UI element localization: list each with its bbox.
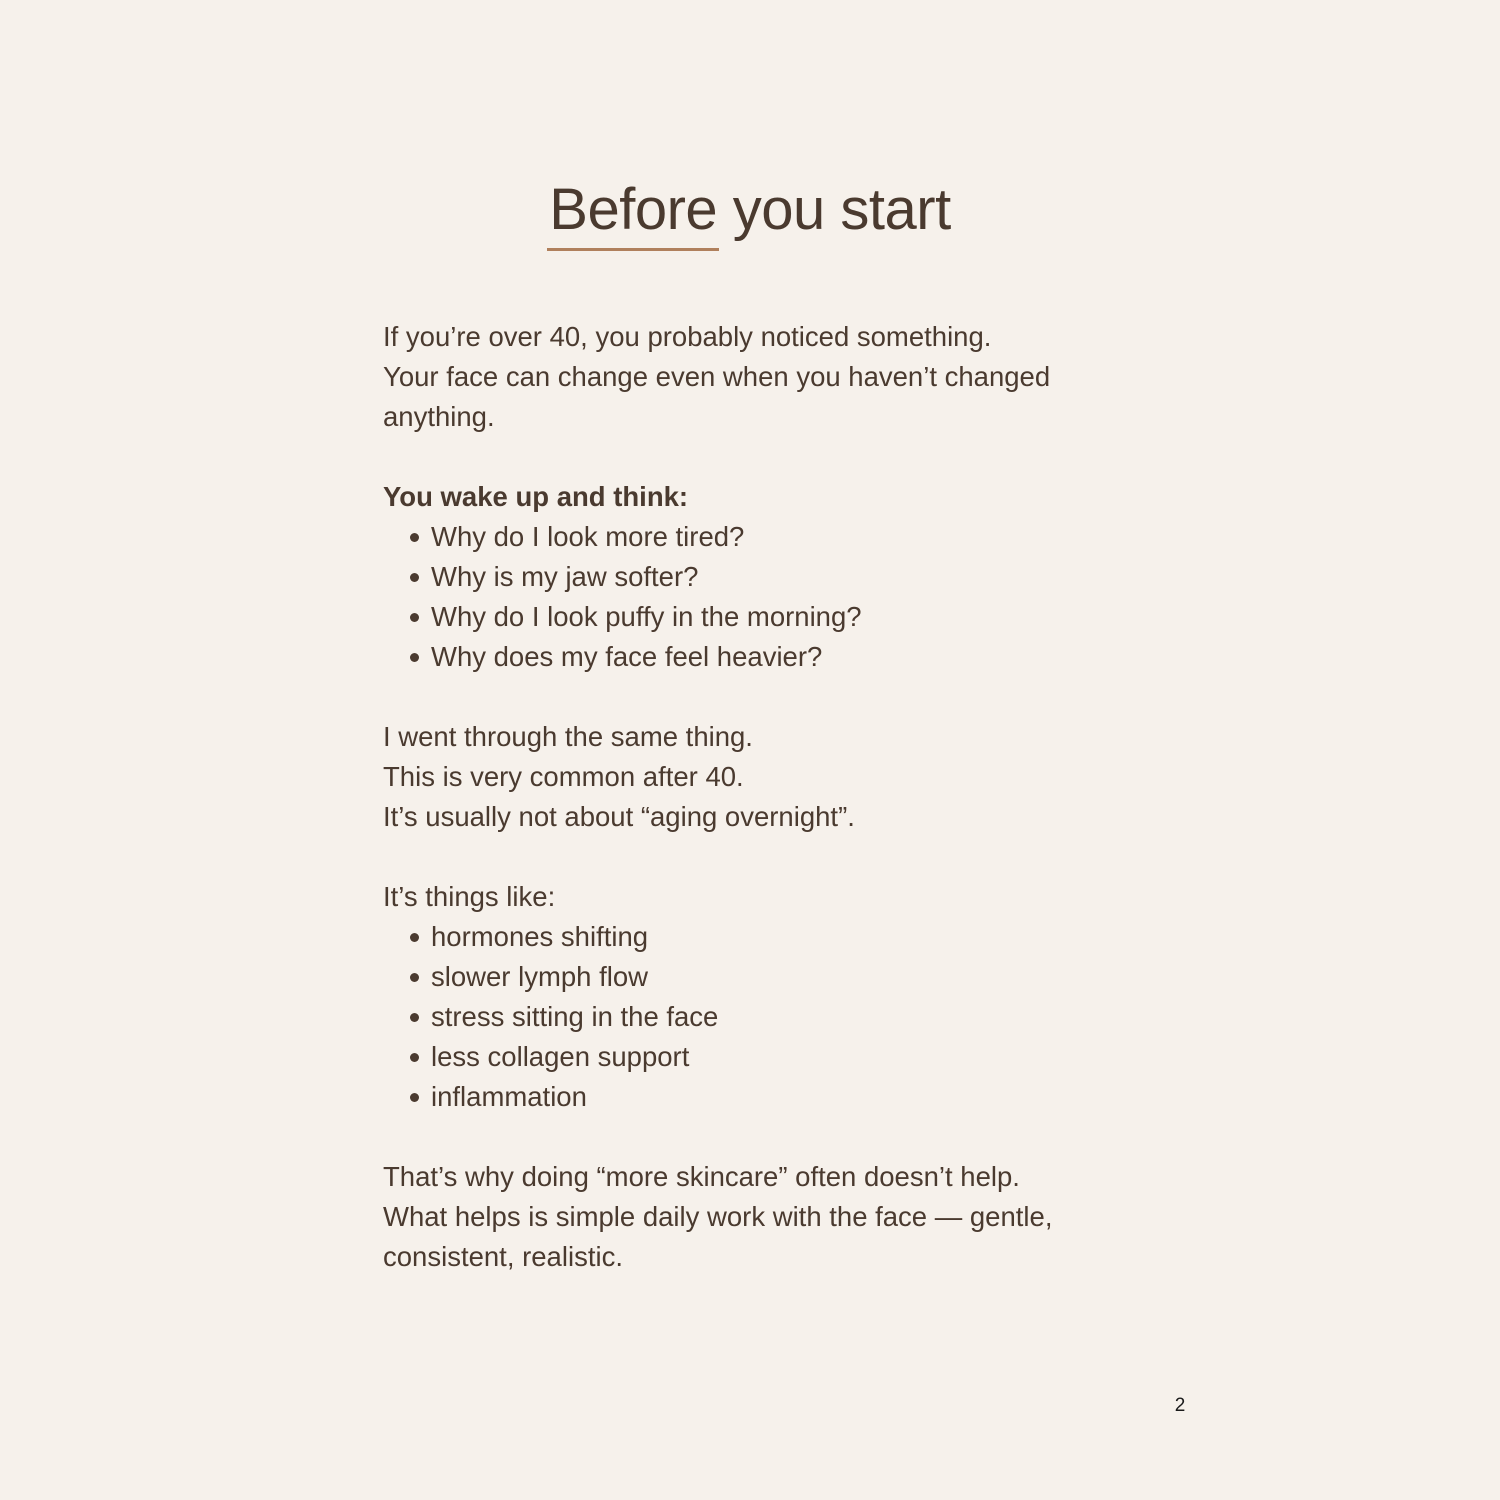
list-item-text: Why does my face feel heavier? <box>431 641 823 672</box>
causes-list <box>383 917 1103 1117</box>
list-item-text: Why do I look puffy in the morning? <box>431 601 862 632</box>
intro-line: anything. <box>383 401 495 432</box>
closing-line: What helps is simple daily work with the face — gentle, <box>383 1201 1053 1232</box>
bullet-icon <box>410 533 419 542</box>
list-item-text: hormones shifting <box>431 921 649 952</box>
think-section <box>383 477 1103 677</box>
paragraph-spacer <box>383 677 1103 717</box>
same-line: It’s usually not about “aging overnight”. <box>383 801 855 832</box>
closing-line: That’s why doing “more skincare” often doesn’t help. <box>383 1161 1020 1192</box>
list-item-text: slower lymph flow <box>431 961 649 992</box>
title-accent-text: Before <box>549 177 718 242</box>
bullet-icon <box>410 1013 419 1022</box>
paragraph-spacer <box>383 1117 1103 1157</box>
list-item-text: Why do I look more tired? <box>431 521 745 552</box>
intro-line: Your face can change even when you haven’t changed <box>383 361 1051 392</box>
list-item <box>383 517 1103 557</box>
title-accent-word <box>549 172 717 248</box>
closing-paragraph <box>383 1157 1103 1277</box>
page-title <box>0 172 1500 248</box>
page-number: 2 <box>1174 1395 1186 1416</box>
list-item <box>383 597 1103 637</box>
list-item <box>383 557 1103 597</box>
paragraph-spacer <box>383 837 1103 877</box>
intro-line: If you’re over 40, you probably noticed something. <box>383 321 992 352</box>
list-item <box>383 997 1103 1037</box>
list-item <box>383 1077 1103 1117</box>
list-item-text: less collagen support <box>431 1041 690 1072</box>
bullet-icon <box>410 613 419 622</box>
bullet-icon <box>410 653 419 662</box>
bullet-icon <box>410 573 419 582</box>
list-item <box>383 957 1103 997</box>
paragraph-spacer <box>383 437 1103 477</box>
list-item-text: inflammation <box>431 1081 587 1112</box>
causes-section <box>383 877 1103 1117</box>
same-line: I went through the same thing. <box>383 721 753 752</box>
bullet-icon <box>410 1093 419 1102</box>
list-item <box>383 917 1103 957</box>
bullet-icon <box>410 933 419 942</box>
think-list <box>383 517 1103 677</box>
same-paragraph <box>383 717 1103 837</box>
list-item-text: Why is my jaw softer? <box>431 561 699 592</box>
closing-line: consistent, realistic. <box>383 1241 623 1272</box>
intro-paragraph <box>383 317 1103 437</box>
title-rest-text: you start <box>717 177 951 242</box>
list-item <box>383 637 1103 677</box>
bullet-icon <box>410 1053 419 1062</box>
list-item <box>383 1037 1103 1077</box>
think-heading: You wake up and think: <box>383 481 689 512</box>
causes-heading: It’s things like: <box>383 881 556 912</box>
same-line: This is very common after 40. <box>383 761 744 792</box>
title-underline <box>547 248 719 251</box>
list-item-text: stress sitting in the face <box>431 1001 719 1032</box>
bullet-icon <box>410 973 419 982</box>
body-content <box>383 317 1103 1277</box>
